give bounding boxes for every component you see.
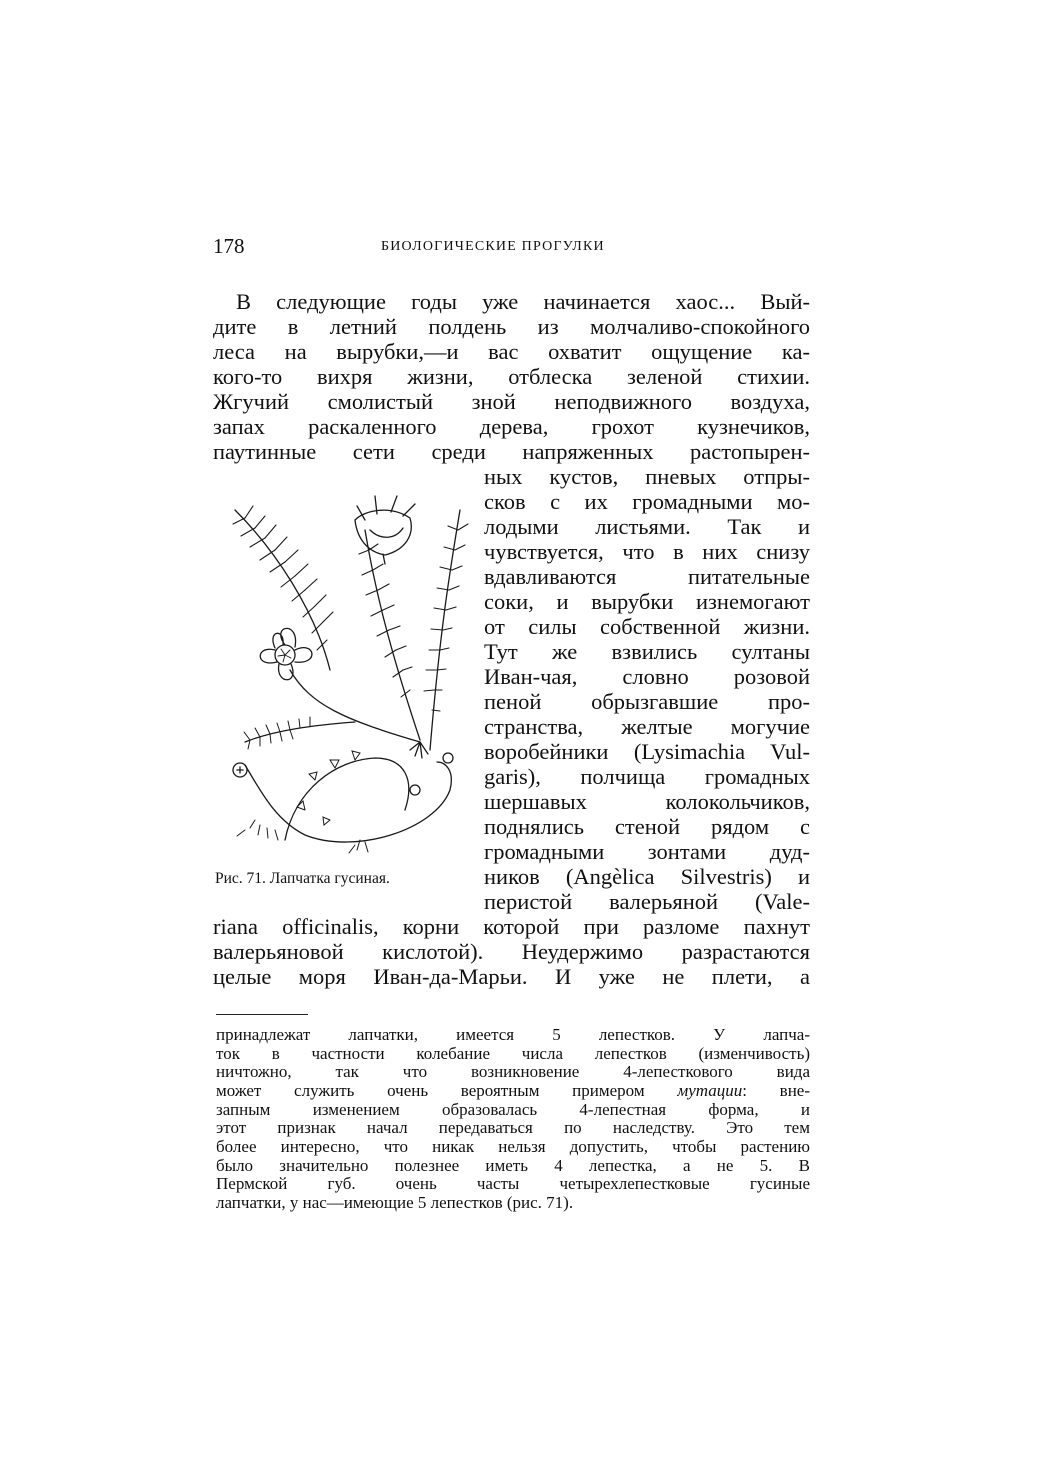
body-line: поднялись стеной рядом с bbox=[484, 814, 810, 839]
body-line: пеной обрызгавшие про- bbox=[484, 689, 810, 714]
body-line: дите в летний полдень из молчаливо-спокойного bbox=[213, 314, 810, 339]
footnote-divider bbox=[216, 1014, 308, 1015]
body-line: паутинные сети среди напряженных растопырен- bbox=[213, 439, 810, 464]
body-line: сков с их громадными мо- bbox=[484, 489, 810, 514]
body-line: Жгучий смолистый зной неподвижного воздуха, bbox=[213, 389, 810, 414]
body-line: riana officinalis, корни которой при разломе пахнут bbox=[213, 914, 810, 939]
body-line: от силы собственной жизни. bbox=[484, 614, 810, 639]
footnote-line: запным изменением образовалась 4-лепестная форма, и bbox=[216, 1100, 810, 1119]
body-line: громадными зонтами дуд- bbox=[484, 839, 810, 864]
footnote-line: ничтожно, так что возникновение 4-лепесткового вида bbox=[216, 1062, 810, 1081]
body-line: ных кустов, пневых отпры- bbox=[484, 464, 810, 489]
running-title: БИОЛОГИЧЕСКИЕ ПРОГУЛКИ bbox=[381, 239, 605, 254]
footnote-line: лапчатки, у нас—имеющие 5 лепестков (рис. 71). bbox=[216, 1193, 574, 1212]
footnote-line: Пермской губ. очень часты четырехлепестковые гусиные bbox=[216, 1174, 810, 1193]
body-line: запах раскаленного дерева, грохот кузнечиков, bbox=[213, 414, 810, 439]
body-line: соки, и вырубки изнемогают bbox=[484, 589, 810, 614]
body-line: ников (Angèlica Silvestris) и bbox=[484, 864, 810, 889]
body-line: воробейники (Lysimachia Vul- bbox=[484, 739, 810, 764]
body-line: чувствуется, что в них снизу bbox=[484, 539, 810, 564]
footnote-line: этот признак начал передаваться по наследству. Это тем bbox=[216, 1118, 810, 1137]
footnote-line: ток в частности колебание числа лепестков (изменчивость) bbox=[216, 1044, 810, 1063]
cinquefoil-illustration bbox=[215, 490, 470, 860]
body-line: целые моря Иван-да-Марьи. И уже не плети, а bbox=[213, 964, 810, 989]
body-line: валерьяновой кислотой). Неудержимо разрастаются bbox=[213, 939, 810, 964]
body-line: перистой валерьяной (Vale- bbox=[484, 889, 810, 914]
body-line: вдавливаются питательные bbox=[484, 564, 810, 589]
body-line: Тут же взвились султаны bbox=[484, 639, 810, 664]
body-line: шершавых колокольчиков, bbox=[484, 789, 810, 814]
page-header bbox=[213, 234, 813, 258]
footnote-text: : вне- bbox=[742, 1081, 810, 1100]
footnote-line bbox=[216, 1082, 810, 1101]
footnote-italic-term: мутации bbox=[677, 1081, 743, 1100]
body-line: Иван-чая, словно розовой bbox=[484, 664, 810, 689]
page-number: 178 bbox=[213, 234, 245, 258]
body-line: В следующие годы уже начинается хаос... Вый- bbox=[236, 289, 810, 314]
footnote-line: принадлежат лапчатки, имеется 5 лепестков. У лапча- bbox=[216, 1025, 810, 1044]
body-line: странства, желтые могучие bbox=[484, 714, 810, 739]
footnote-text: может служить очень вероятным примером bbox=[216, 1081, 678, 1100]
body-line: леса на вырубки,—и вас охватит ощущение ка- bbox=[213, 339, 810, 364]
footnote-line: более интересно, что никак нельзя допустить, чтобы растению bbox=[216, 1137, 810, 1156]
figure-caption: Рис. 71. Лапчатка гусиная. bbox=[215, 870, 390, 887]
body-line: garis), полчища громадных bbox=[484, 764, 810, 789]
body-line: кого-то вихря жизни, отблеска зеленой стихии. bbox=[213, 364, 810, 389]
footnote-line: было значительно полезнее иметь 4 лепестка, а не 5. В bbox=[216, 1156, 810, 1175]
body-line: лодыми листьями. Так и bbox=[484, 514, 810, 539]
